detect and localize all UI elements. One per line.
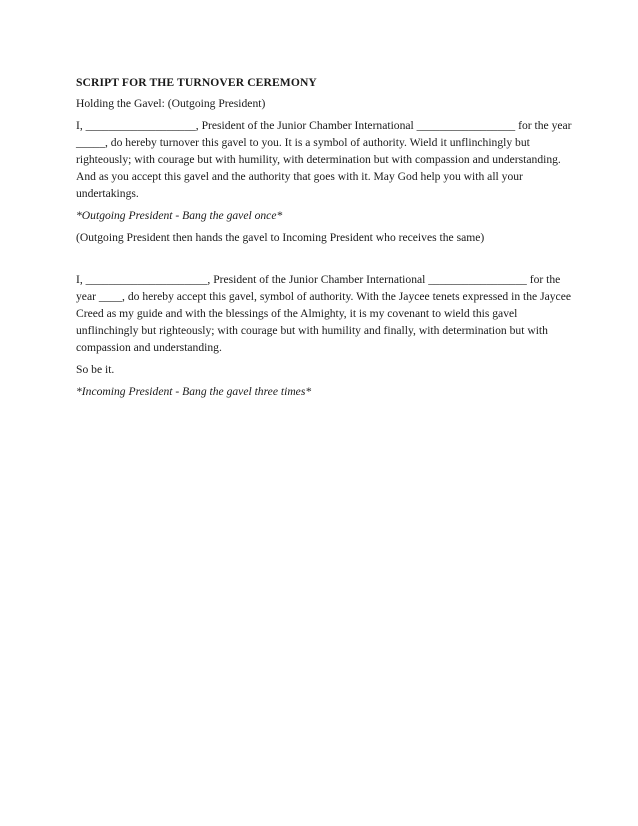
document-title: SCRIPT FOR THE TURNOVER CEREMONY [76,76,317,89]
document-page [76,74,576,405]
section-heading-outgoing: Holding the Gavel: (Outgoing President) [76,97,266,110]
closing-line: So be it. [76,363,115,376]
incoming-action-note: *Incoming President - Bang the gavel three times* [76,385,312,398]
handover-note: (Outgoing President then hands the gavel to Incoming President who receives the same) [76,231,485,244]
outgoing-action-note: *Outgoing President - Bang the gavel once* [76,209,283,222]
outgoing-oath-paragraph: I, ___________________, President of the Junior Chamber International _________________ for the year _____, do hereby turnover this gavel to you. It is a symbol of authority. Wield it unflinchingly but righteously; with courage but with humility, with determination but with compassion and understanding. And as you accept this gavel and the authority that goes with it. May God help you with all your undertakings. [76,119,572,200]
incoming-oath-paragraph: I, _____________________, President of the Junior Chamber International _________________ for the year ____, do hereby accept this gavel, symbol of authority. With the Jaycee tenets expressed in the Jaycee Creed as my guide and with the blessings of the Almighty, it is my covenant to wield this gavel unflinchingly but righteously; with courage but with humility and finally, with determination but with compassion and understanding. [76,273,571,354]
section-spacer [76,251,576,271]
